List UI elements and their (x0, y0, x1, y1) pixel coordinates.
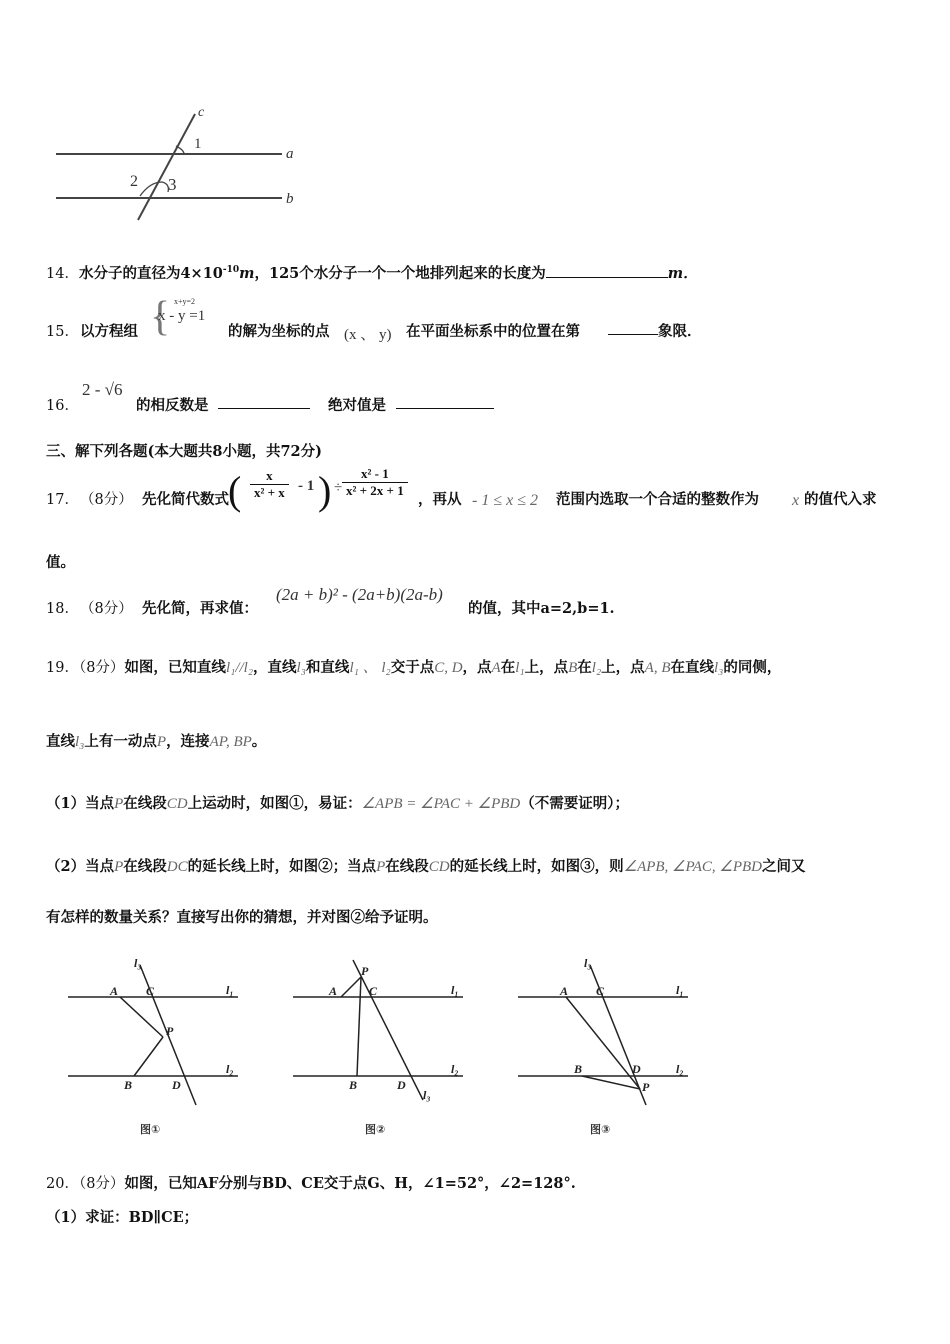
text-run: 在 (577, 659, 592, 676)
math-symbol: l₁ (515, 660, 525, 676)
math-symbol: AP, BP (209, 734, 252, 750)
fig1-caption: 图① (140, 1123, 161, 1136)
math-symbol: l₃ (296, 660, 306, 676)
text-run: 的同侧， (723, 659, 782, 676)
fig3-caption: 图③ (590, 1123, 611, 1136)
q16-absolute-blank[interactable] (396, 394, 494, 409)
math-symbol: B (568, 660, 578, 676)
text-run: 直线 (46, 733, 75, 750)
figure-parallel-lines-transversal (50, 100, 310, 225)
text-run: （不需要证明）； (520, 795, 629, 812)
question-20: 20．（8分）如图，已知AF分别与BD、CE交于点G、H，∠1=52°，∠2=128°. (46, 1175, 576, 1192)
fig3-label-C: C (596, 984, 605, 998)
q16-opposite-blank[interactable] (218, 394, 310, 409)
label-1: 1 (194, 136, 202, 152)
math-symbol: P (114, 859, 124, 875)
text-run: （1）当点 (46, 795, 115, 812)
text-run: 和直线 (305, 659, 350, 676)
text-run: 上运动时，如图①，易证： (187, 795, 362, 812)
question-14: 14．水分子的直径为$4\times 10^{-10}m$，125个水分子一个一个地排列起来的长度为 m． (46, 265, 698, 282)
fig2-label-B: B (349, 1078, 358, 1092)
fig2-label-D: D (397, 1078, 406, 1092)
text-run: 在线段 (385, 858, 429, 875)
label-3: 3 (168, 175, 177, 194)
question-19-part-1 (46, 792, 629, 813)
fig2-label-l3: l₃ (423, 1088, 431, 1102)
text-run: 之间又 (762, 858, 806, 875)
label-c: c (198, 105, 205, 120)
math-symbol: l₁ 、 l₂ (349, 660, 391, 676)
question-19-line-2 (46, 730, 266, 751)
figure-1 (60, 955, 250, 1140)
q14-number: 14． (46, 266, 79, 282)
fig2-label-C: C (369, 984, 378, 998)
label-b: b (286, 191, 294, 207)
question-20-part-1: （1）求证：BD∥CE； (46, 1209, 199, 1226)
fig3-label-A: A (560, 984, 569, 998)
fig1-label-l2: l₂ (226, 1062, 234, 1076)
label-2: 2 (130, 173, 138, 190)
math-symbol: P (156, 734, 167, 750)
math-symbol: A, B (644, 660, 671, 676)
fig1-label-l3: l₃ (134, 956, 142, 970)
math-symbol: l₁//l₂ (225, 660, 254, 676)
text-run: ，点 (462, 659, 492, 676)
fig1-label-P: P (166, 1024, 174, 1038)
text-run: 。 (251, 733, 267, 750)
math-symbol: A (491, 660, 501, 676)
figure-3 (510, 955, 700, 1140)
fig2-label-A: A (329, 984, 338, 998)
text-run: 在线段 (123, 858, 167, 875)
fig2-caption: 图② (365, 1123, 386, 1136)
math-symbol: l₃ (714, 660, 724, 676)
text-run: 如图，已知直线 (124, 659, 226, 676)
text-run: ，连接 (166, 733, 210, 750)
text-run: 上，点 (601, 659, 645, 676)
text-run: 在 (500, 659, 516, 676)
math-symbol: ∠APB, ∠PAC, ∠PBD (623, 859, 763, 875)
fig1-label-D: D (172, 1078, 181, 1092)
q15-answer-blank[interactable] (608, 320, 658, 335)
question-17-continued: 值。 (46, 554, 75, 571)
text-run: （2）当点 (46, 858, 115, 875)
fig2-segment-ap (341, 977, 361, 997)
text-run: 在线段 (123, 795, 167, 812)
question-19-line-1: 19．（8分）如图，已知直线l₁//l₂，直线l₃和直线l₁ 、 l₂交于点C, D，点A在l₁上，点B在l₂上，点A, B在直线l₃的同侧， (46, 659, 782, 676)
line-c (138, 114, 195, 220)
math-symbol: C, D (434, 660, 463, 676)
fig2-label-l2: l₂ (451, 1062, 459, 1076)
math-symbol: P (114, 796, 124, 812)
math-symbol: l₂ (591, 660, 602, 676)
text-run: 的延长线上时，如图②；当点 (187, 858, 377, 875)
math-symbol: ∠APB = ∠PAC + ∠PBD (361, 796, 521, 812)
text-run: ，直线 (253, 659, 297, 676)
figure-2 (285, 955, 475, 1140)
text-run: 交于点 (390, 659, 435, 676)
fig2-segment-bp (357, 977, 361, 1076)
fig1-label-l1: l₁ (226, 983, 234, 997)
equation-brace: { (150, 294, 171, 340)
math-symbol: l₃ (75, 734, 85, 750)
math-symbol: CD (428, 859, 450, 875)
fraction-1: $\frac{x}{\text{x² + x}}$ (250, 468, 289, 501)
fig3-label-l3: l₃ (584, 956, 592, 970)
fig1-label-B: B (124, 1078, 133, 1092)
fig3-label-P: P (642, 1080, 650, 1094)
fig2-label-P: P (361, 964, 369, 978)
fig1-label-A: A (110, 984, 119, 998)
text-run: 上，点 (524, 659, 569, 676)
fig2-line-l3 (353, 960, 423, 1100)
fig3-label-l1: l₁ (676, 983, 684, 997)
text-run: 的延长线上时，如图③，则 (449, 858, 624, 875)
q14-answer-blank[interactable] (546, 263, 668, 278)
question-19-part-2a (46, 855, 806, 876)
question-19-part-2b: 有怎样的数量关系？直接写出你的猜想，并对图②给予证明。 (46, 909, 438, 926)
math-symbol: CD (166, 796, 188, 812)
text-run: 上有一动点 (84, 733, 157, 750)
text-run: 在直线 (670, 659, 714, 676)
angle-1-arc (176, 146, 184, 154)
fig1-segment-bp (134, 1037, 163, 1076)
fig3-label-D: D (632, 1062, 641, 1076)
section-3-title: 三、解下列各题(本大题共8小题，共72分) (46, 443, 322, 460)
math-symbol: DC (166, 859, 188, 875)
fig1-label-C: C (146, 984, 155, 998)
fig3-label-B: B (574, 1062, 583, 1076)
label-a: a (286, 146, 294, 162)
fig1-segment-ap (120, 997, 163, 1037)
question-17: 17． （8分） 先化简代数式 ( $\frac{x}{\text{x² + x}}$ - 1 ) ÷ $\frac{\text{x² - 1}}{\text{x² + 2x + 1}}$ ，再从 - 1 ≤ x ≤ 2 范围内选取一个合适的整数作为 x 的值代入求 (46, 466, 877, 513)
fraction-2: $\frac{\text{x² - 1}}{\text{x² + 2x + 1}}$ (342, 466, 408, 499)
fig3-label-l2: l₂ (676, 1062, 684, 1076)
fig2-label-l1: l₁ (451, 983, 459, 997)
math-symbol: P (376, 859, 386, 875)
